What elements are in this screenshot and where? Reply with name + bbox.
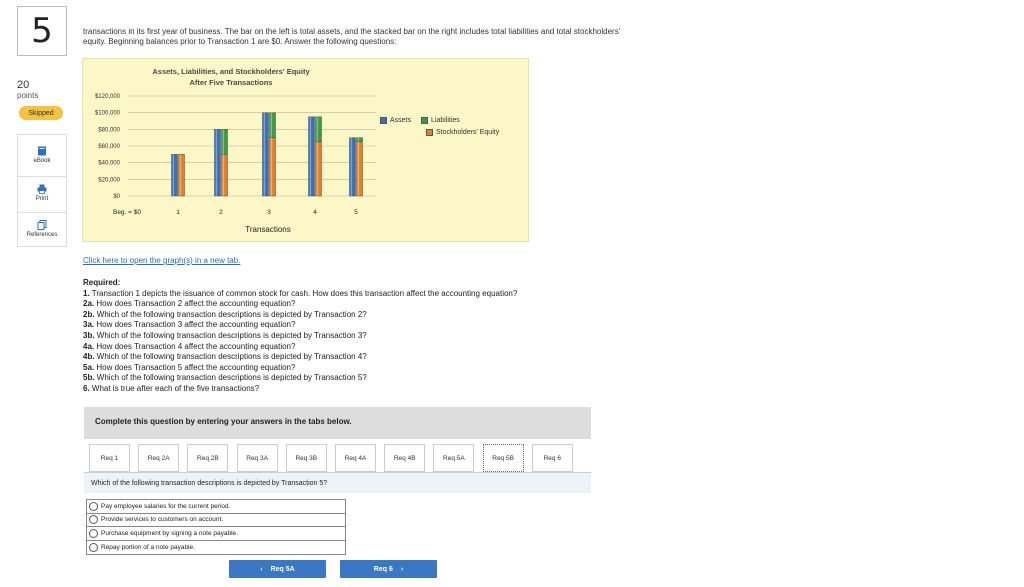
- required-item-text: Which of the following transaction descriptions is depicted by Transaction 4?: [96, 352, 367, 362]
- required-item: [83, 331, 517, 342]
- y-tick-label: $100,000: [94, 110, 120, 117]
- y-tick-label: $120,000: [94, 94, 120, 100]
- bar-assets: [263, 113, 269, 196]
- y-tick-label: $0: [113, 194, 120, 200]
- chart-title: Assets, Liabilities, and Stockholders' Equity: [152, 67, 310, 76]
- points-value: 20: [17, 79, 30, 91]
- required-item-number: 3a.: [83, 320, 95, 330]
- bar-liabilities-highlight: [271, 113, 272, 138]
- points-label: points: [17, 91, 39, 100]
- question-text: Which of the following transaction descriptions is depicted by Transaction 5?: [84, 473, 591, 493]
- print-button[interactable]: [17, 184, 67, 202]
- prev-button-label: Req 5A: [270, 565, 295, 573]
- chevron-right-icon: ›: [400, 565, 404, 573]
- required-item-number: 5b.: [83, 373, 95, 383]
- legend-label: Stockholders' Equity: [436, 128, 500, 136]
- legend-label: Assets: [390, 116, 412, 124]
- required-item: [83, 299, 517, 310]
- bar-assets: [172, 154, 178, 196]
- bar-liabilities: [270, 113, 276, 138]
- bar-liabilities-highlight: [223, 129, 224, 154]
- required-item-text: How does Transaction 5 affect the accounting equation?: [96, 362, 296, 372]
- bar-assets: [350, 138, 356, 196]
- tab-req-4b[interactable]: Req 4B: [384, 444, 425, 472]
- bar-liabilities: [357, 138, 363, 142]
- tab-req-5b[interactable]: Req 5B: [483, 444, 524, 472]
- bar-liabilities-highlight: [358, 138, 359, 142]
- legend-item-equity: [426, 129, 499, 136]
- references-label: References: [26, 232, 58, 238]
- legend-swatch: [421, 117, 428, 124]
- copy-documents-icon: [37, 220, 47, 230]
- tab-req-1[interactable]: Req 1: [89, 444, 130, 472]
- y-tick-label: $80,000: [98, 127, 120, 134]
- answer-option-label: Provide services to customers on account.: [101, 516, 224, 524]
- bar-assets: [309, 117, 315, 196]
- bar-liabilities: [222, 129, 228, 154]
- legend-item-assets: [380, 117, 411, 124]
- bar-equity: [357, 142, 363, 196]
- print-label: Print: [35, 196, 49, 202]
- tab-req-3a[interactable]: Req 3A: [237, 444, 278, 472]
- rail-divider: [17, 246, 67, 247]
- required-item-text: Transaction 1 depicts the issuance of common stock for cash. How does this transaction affect the accounting equation?: [91, 288, 518, 298]
- bar-assets-highlight: [264, 113, 265, 196]
- required-item: [83, 310, 517, 321]
- radio-button[interactable]: [89, 502, 98, 511]
- required-item-number: 4b.: [83, 352, 95, 362]
- bar-equity: [179, 154, 185, 196]
- required-item-text: How does Transaction 4 affect the accounting equation?: [96, 341, 296, 351]
- required-item-number: 2a.: [83, 299, 95, 309]
- radio-button[interactable]: [89, 529, 98, 538]
- points-box: [17, 79, 67, 100]
- legend-item-liabilities: [421, 117, 460, 124]
- answer-option-label: Purchase equipment by signing a note payable.: [101, 529, 238, 537]
- y-tick-label: $40,000: [98, 160, 120, 167]
- tab-req-2b[interactable]: Req 2B: [187, 444, 228, 472]
- open-graph-link[interactable]: Click here to open the graph(s) in a new tab.: [83, 256, 241, 265]
- required-item: [83, 320, 517, 331]
- bar-liabilities: [316, 117, 322, 142]
- required-item-number: 4a.: [83, 341, 95, 351]
- intro-text: transactions in its first year of business. The bar on the left is total assets, and the stacked bar on the right includes total liabilities and total stockholders' equity. Beginning balances prior to Transaction 1 are $0. Answer the following questions:: [83, 27, 621, 46]
- legend-label: Liabilities: [431, 116, 460, 124]
- required-item: [83, 373, 517, 384]
- bar-assets-highlight: [173, 154, 174, 196]
- ebook-button[interactable]: [17, 146, 67, 164]
- required-item-text: How does Transaction 3 affect the accounting equation?: [96, 320, 296, 330]
- next-button[interactable]: [340, 560, 437, 578]
- answer-option[interactable]: [87, 541, 345, 555]
- bar-equity-highlight: [317, 142, 318, 196]
- rail-divider: [17, 134, 67, 135]
- x-tick-label: 5: [354, 209, 358, 216]
- chart-legend: [380, 114, 509, 138]
- answer-option[interactable]: [87, 527, 345, 541]
- rail-border-left: [17, 134, 18, 246]
- chevron-left-icon: ‹: [260, 565, 263, 573]
- answer-option-label: Repay portion of a note payable.: [101, 543, 195, 551]
- bar-assets: [215, 129, 221, 196]
- bar-assets-highlight: [216, 129, 217, 196]
- required-item-number: 6.: [83, 383, 90, 393]
- bar-assets-highlight: [351, 138, 352, 196]
- next-button-label: Req 6: [373, 565, 393, 573]
- rail-divider: [17, 212, 67, 213]
- required-item: [83, 363, 517, 374]
- bar-equity: [316, 142, 322, 196]
- rail-border-right: [66, 134, 67, 246]
- legend-swatch: [380, 117, 387, 124]
- bar-equity-highlight: [223, 154, 224, 196]
- required-item-number: 2b.: [83, 309, 95, 319]
- bar-equity: [222, 154, 228, 196]
- radio-button[interactable]: [89, 515, 98, 524]
- tab-req-4a[interactable]: Req 4A: [335, 444, 376, 472]
- radio-button[interactable]: [89, 543, 98, 552]
- bar-equity-highlight: [358, 142, 359, 196]
- chart-subtitle: After Five Transactions: [189, 78, 273, 87]
- required-item: [83, 384, 517, 395]
- legend-swatch: [426, 129, 433, 136]
- prev-button[interactable]: [229, 560, 326, 578]
- y-tick-label: $20,000: [98, 177, 120, 184]
- tab-req-6[interactable]: Req 6: [532, 444, 573, 472]
- rail-divider: [17, 176, 67, 177]
- x-tick-label: 1: [176, 209, 180, 216]
- required-item-text: Which of the following transaction descriptions is depicted by Transaction 2?: [96, 309, 367, 319]
- required-item: [83, 352, 517, 363]
- answer-options: [86, 499, 346, 555]
- x-tick-label: Beg. = $0: [112, 209, 142, 216]
- tab-req-2a[interactable]: Req 2A: [138, 444, 179, 472]
- chart-panel: [82, 58, 529, 242]
- required-item: [83, 289, 517, 300]
- answer-option[interactable]: [87, 514, 345, 528]
- printer-icon: [37, 184, 47, 194]
- required-item-text: How does Transaction 2 affect the accounting equation?: [96, 299, 296, 309]
- bar-assets-highlight: [310, 117, 311, 196]
- y-tick-label: $60,000: [98, 144, 120, 150]
- tab-req-5a[interactable]: Req 5A: [433, 444, 474, 472]
- bar-liabilities-highlight: [317, 117, 318, 142]
- tab-bar: [89, 444, 581, 472]
- question-number: 5: [17, 6, 67, 56]
- instructions-panel: Complete this question by entering your answers in the tabs below.: [84, 407, 591, 439]
- bar-equity: [270, 138, 276, 196]
- required-item-number: 3b.: [83, 330, 95, 340]
- bar-equity-highlight: [271, 138, 272, 196]
- answer-option-label: Pay employee salaries for the current period.: [101, 502, 231, 510]
- answer-option[interactable]: [87, 500, 345, 514]
- chart-svg: [83, 59, 530, 243]
- required-item-number: 5a.: [83, 362, 95, 372]
- required-item-number: 1.: [83, 288, 90, 298]
- required-list: [83, 278, 517, 395]
- x-tick-label: 2: [219, 209, 223, 216]
- book-icon: [37, 146, 47, 156]
- required-item-text: Which of the following transaction descriptions is depicted by Transaction 3?: [96, 330, 367, 340]
- bar-equity-highlight: [180, 154, 181, 196]
- required-heading: Required:: [83, 278, 121, 287]
- x-tick-label: 4: [313, 209, 317, 216]
- ebook-label: eBook: [33, 158, 51, 164]
- x-tick-label: 3: [267, 209, 271, 216]
- required-item-text: Which of the following transaction descriptions is depicted by Transaction 5?: [96, 373, 367, 383]
- required-item-text: What is true after each of the five transactions?: [91, 383, 260, 393]
- status-badge: Skipped: [19, 106, 63, 120]
- tab-req-3b[interactable]: Req 3B: [286, 444, 327, 472]
- references-button[interactable]: [17, 220, 67, 238]
- required-item: [83, 342, 517, 353]
- x-axis-label: Transactions: [245, 225, 291, 234]
